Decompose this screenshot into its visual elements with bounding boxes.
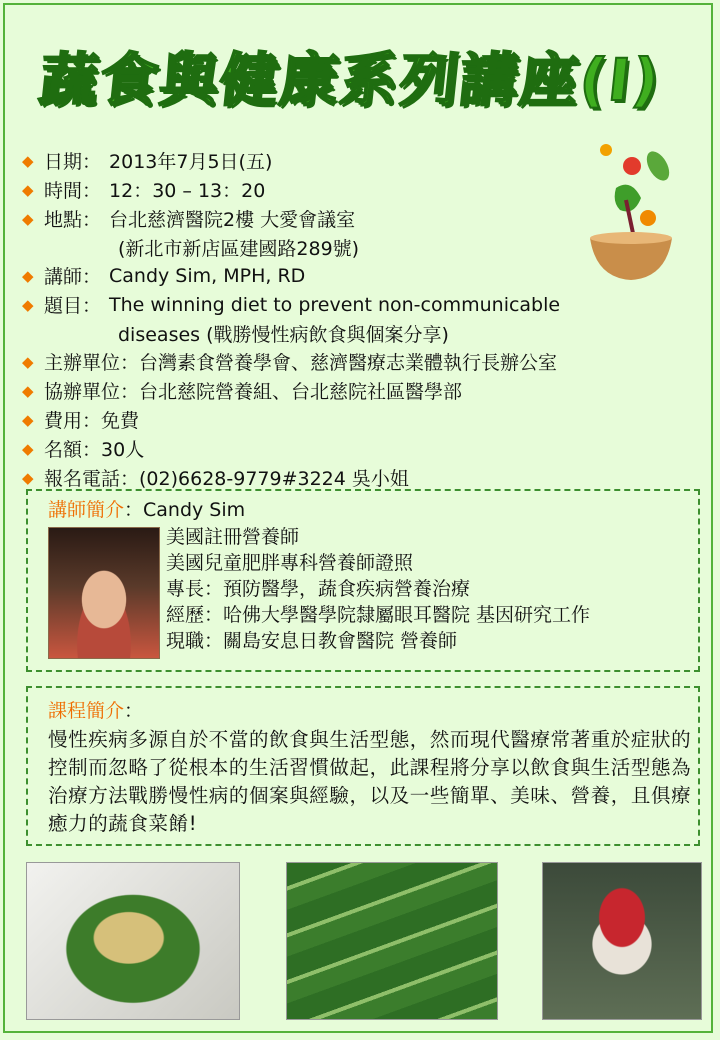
fee-row [22,405,712,434]
course-description: 慢性疾病多源自於不當的飲食與生活型態，然而現代醫療常著重於症狀的控制而忽略了從根本的生活習慣做起，此課程將分享以飲食與生活型態為治療方法戰勝慢性病的個案與經驗，以及一些簡單、美味、營養，且俱療癒力的蔬食菜餚! [48,728,692,835]
speaker-row [22,261,712,290]
topic-value: The winning diet to prevent non-communicable [109,293,561,316]
topic-row [22,290,712,319]
fee-value: 免費 [101,410,140,432]
speaker-photo [48,527,160,659]
diamond-bullet-icon: ◆ [22,295,34,314]
diamond-bullet-icon: ◆ [22,468,34,487]
quota-label: 名額： [44,439,102,461]
bio-line: 美國註冊營養師 [166,526,300,548]
speaker-label: 講師： [44,266,102,288]
place-address: (新北市新店區建國路289號) [118,237,360,260]
place-value: 台北慈濟醫院2樓 大愛會議室 [109,209,356,231]
phone-value: (02)6628-9779#3224 吳小姐 [139,468,409,490]
speaker-name: ：Candy Sim [124,499,246,521]
diamond-bullet-icon: ◆ [22,151,34,170]
vegetable-dish-photo [26,862,240,1020]
time-label: 時間： [44,180,102,202]
place-row [22,204,712,233]
course-intro-box [26,686,700,846]
poster-title: 蔬食與健康系列講座(I) [36,46,665,114]
co-organizer-row [22,376,712,405]
quota-row [22,434,712,463]
bio-line: 現職：關島安息日教會醫院 營養師 [166,630,458,652]
host-value: 台灣素食營養學會、慈濟醫療志業體執行長辦公室 [139,352,558,374]
course-heading: 課程簡介 [48,700,125,722]
diamond-bullet-icon: ◆ [22,209,34,228]
co-organizer-label: 協辦單位： [44,381,140,403]
speaker-bio-box [26,489,700,672]
bio-line: 專長：預防醫學，蔬食疾病營養治療 [166,578,471,600]
diamond-bullet-icon: ◆ [22,266,34,285]
dessert-cup-photo [542,862,702,1020]
collard-wrap-photo [286,862,498,1020]
fee-label: 費用： [44,410,102,432]
host-row [22,347,712,376]
bio-lines [166,524,590,654]
event-info [22,146,712,492]
course-heading-colon: ： [124,700,144,722]
date-row [22,146,712,175]
topic-value-continued: diseases (戰勝慢性病飲食與個案分享) [118,323,449,346]
diamond-bullet-icon: ◆ [22,439,34,458]
place-label: 地點： [44,209,102,231]
date-label: 日期： [44,151,102,173]
diamond-bullet-icon: ◆ [22,180,34,199]
phone-row [22,463,712,492]
bio-heading-line [48,495,245,522]
host-label: 主辦單位： [44,352,140,374]
quota-value: 30人 [101,439,145,461]
diamond-bullet-icon: ◆ [22,410,34,429]
bio-line: 美國兒童肥胖專科營養師證照 [166,552,414,574]
diamond-bullet-icon: ◆ [22,352,34,371]
topic-label: 題目： [44,295,102,317]
phone-label: 報名電話： [44,468,140,490]
time-row [22,175,712,204]
bio-line: 經歷：哈佛大學醫學院隸屬眼耳醫院 基因研究工作 [166,604,591,626]
diamond-bullet-icon: ◆ [22,381,34,400]
date-value: 2013年7月5日(五) [109,151,273,173]
time-value: 12：30 – 13：20 [109,180,266,202]
speaker-value: Candy Sim, MPH, RD [109,264,306,287]
co-organizer-value: 台北慈院營養組、台北慈院社區醫學部 [139,381,463,403]
bio-heading: 講師簡介 [48,499,125,521]
course-heading-line [48,696,143,723]
